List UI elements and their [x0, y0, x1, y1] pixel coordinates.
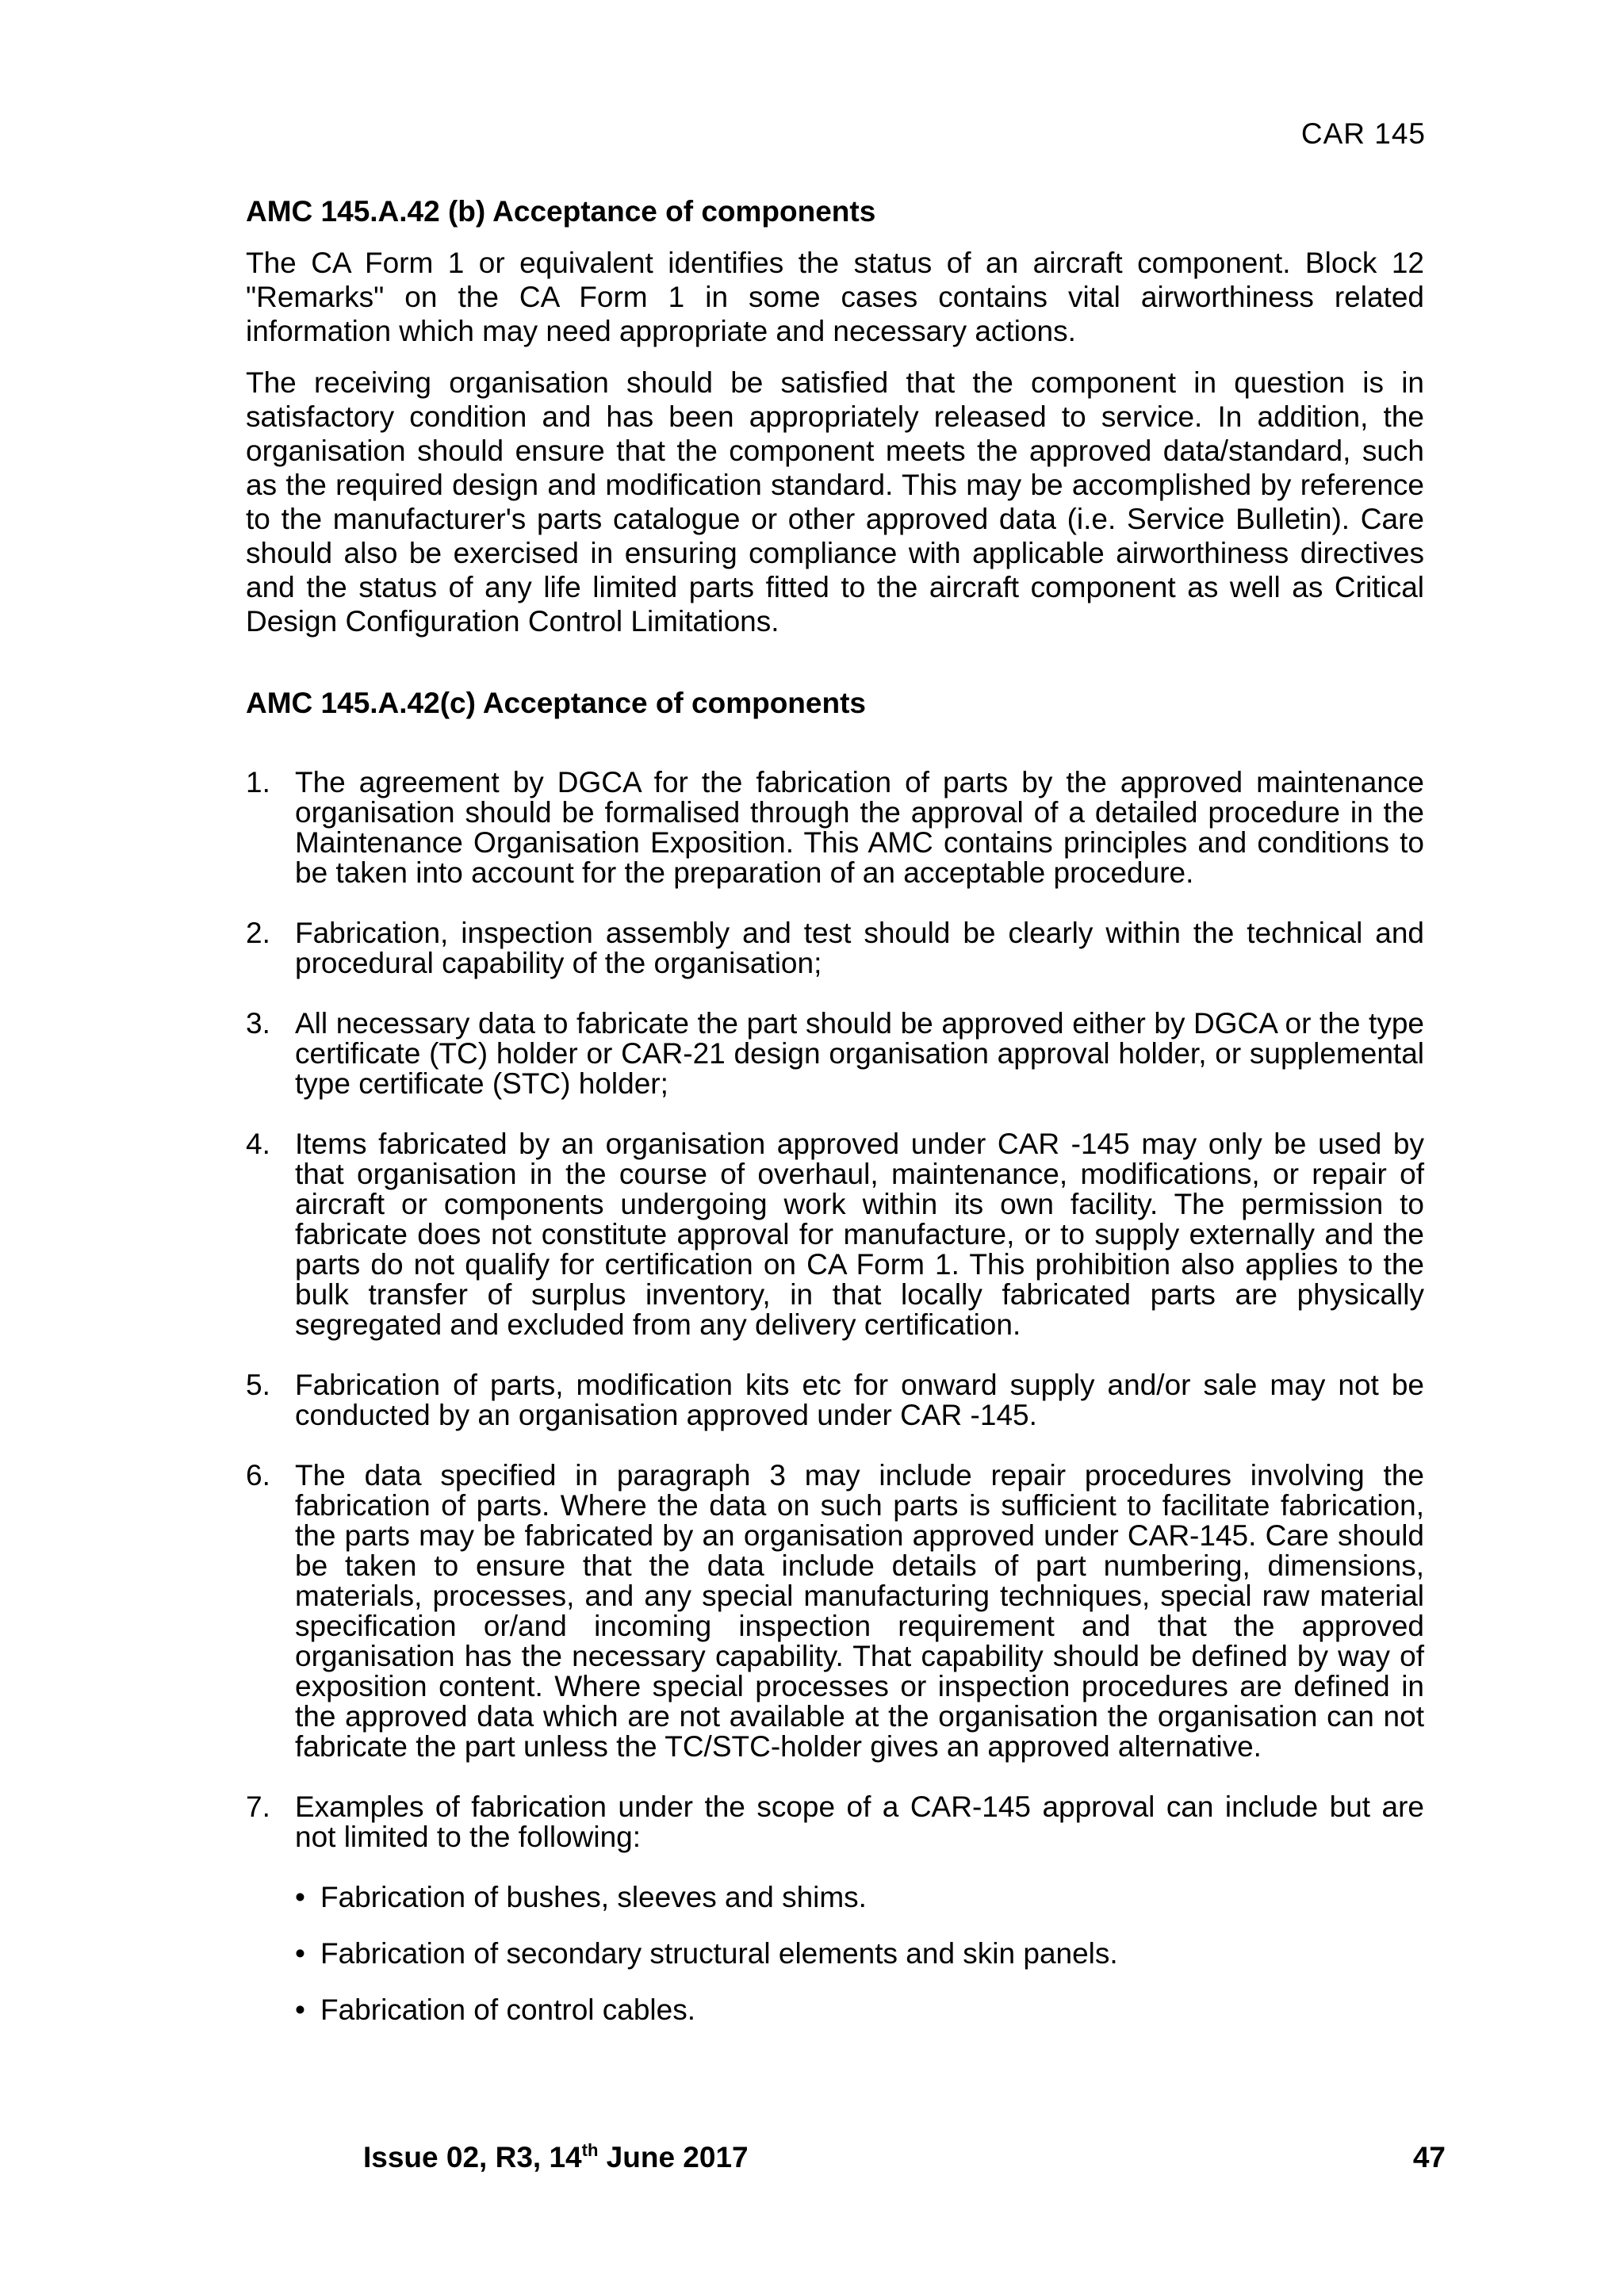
paragraph-receiving-organisation: The receiving organisation should be satisfied that the component in question is in satisfactory condition and has been appropriately released to service. In addition, the organisation should ensure that the component meets the approved data/standard, such as the required design and modification standard. This may be accomplished by reference to the manufacturer's parts catalogue or other approved data (i.e. Service Bulletin). Care should also be exercised in ensuring compliance with applicable airworthiness directives and the status of any life limited parts fitted to the aircraft component as well as Critical Design Configuration Control Limitations.	[246, 366, 1424, 638]
list-item-text: The data specified in paragraph 3 may include repair procedures involving the fabrication of parts. Where the data on such parts is sufficient to facilitate fabrication, the parts may be fabricated by an organisation approved under CAR-145. Care should be taken to ensure that the data include details of part numbering, dimensions, materials, processes, and any special manufacturing techniques, special raw material specification or/and incoming inspection requirement and that the approved organisation has the necessary capability. That capability should be defined by way of exposition content. Where special processes or inspection procedures are defined in the approved data which are not available at the organisation the organisation can not fabricate the part unless the TC/STC-holder gives an approved alternative.	[295, 1459, 1424, 1763]
list-item	[246, 1792, 1424, 2025]
issue-text: Issue 02, R3, 14	[363, 2141, 582, 2173]
fabrication-conditions-list	[246, 768, 1424, 2025]
bullet-item-text: Fabrication of bushes, sleeves and shims.	[320, 1881, 867, 1913]
section-heading-amc-145-a-42-c: AMC 145.A.42(c) Acceptance of components	[246, 687, 866, 719]
list-item	[246, 1009, 1424, 1099]
list-item-number: 6.	[246, 1459, 270, 1492]
list-item-text: Fabrication, inspection assembly and test should be clearly within the technical and procedural capability of the organisation;	[295, 917, 1424, 979]
list-item-number: 5.	[246, 1369, 270, 1401]
list-item	[246, 918, 1424, 978]
list-item-number: 4.	[246, 1128, 270, 1160]
fabrication-examples-list	[295, 1882, 1424, 2025]
bullet-item	[295, 1882, 1424, 1913]
issue-month-year: June 2017	[598, 2141, 749, 2173]
list-item-number: 2.	[246, 917, 270, 949]
list-item-text: All necessary data to fabricate the part should be approved either by DGCA or the type certificate (TC) holder or CAR-21 design organisation approval holder, or supplemental type certificate (STC) holder;	[295, 1007, 1424, 1100]
list-item-text: Fabrication of parts, modification kits etc for onward supply and/or sale may not be conducted by an organisation approved under CAR -145.	[295, 1369, 1424, 1431]
list-item	[246, 1461, 1424, 1762]
section-heading-amc-145-a-42-b: AMC 145.A.42 (b) Acceptance of components	[246, 195, 876, 228]
list-item	[246, 1129, 1424, 1340]
page-number: 47	[1412, 2141, 1446, 2173]
bullet-icon: •	[295, 1993, 305, 2026]
bullet-item	[295, 1939, 1424, 1969]
bullet-icon: •	[295, 1937, 305, 1970]
bullet-item	[295, 1995, 1424, 2025]
ordinal-suffix: th	[581, 2140, 599, 2160]
list-item-number: 3.	[246, 1007, 270, 1040]
document-id-header: CAR 145	[1300, 117, 1426, 150]
bullet-item-text: Fabrication of control cables.	[320, 1993, 696, 2026]
list-item	[246, 768, 1424, 888]
list-item	[246, 1370, 1424, 1430]
bullet-item-text: Fabrication of secondary structural elements and skin panels.	[320, 1937, 1118, 1970]
list-item-text: Items fabricated by an organisation approved under CAR -145 may only be used by that organisation in the course of overhaul, maintenance, modifications, or repair of aircraft or components undergoing work within its own facility. The permission to fabricate does not constitute approval for manufacture, or to supply externally and the parts do not qualify for certification on CA Form 1. This prohibition also applies to the bulk transfer of surplus inventory, in that locally fabricated parts are physically segregated and excluded from any delivery certification.	[295, 1128, 1424, 1341]
list-item-number: 1.	[246, 766, 270, 798]
paragraph-ca-form-1: The CA Form 1 or equivalent identifies the status of an aircraft component. Block 12 "Remarks" on the CA Form 1 in some cases contains vital airworthiness related information which may need appropriate and necessary actions.	[246, 247, 1424, 347]
list-item-number: 7.	[246, 1790, 270, 1823]
issue-date	[363, 2141, 749, 2174]
list-item-text: The agreement by DGCA for the fabrication of parts by the approved maintenance organisation should be formalised through the approval of a detailed procedure in the Maintenance Organisation Exposition. This AMC contains principles and conditions to be taken into account for the preparation of an acceptable procedure.	[295, 766, 1424, 889]
list-item-text: Examples of fabrication under the scope of a CAR-145 approval can include but are not limited to the following:	[295, 1790, 1424, 1853]
bullet-icon: •	[295, 1881, 305, 1913]
page-content	[246, 194, 1424, 2055]
